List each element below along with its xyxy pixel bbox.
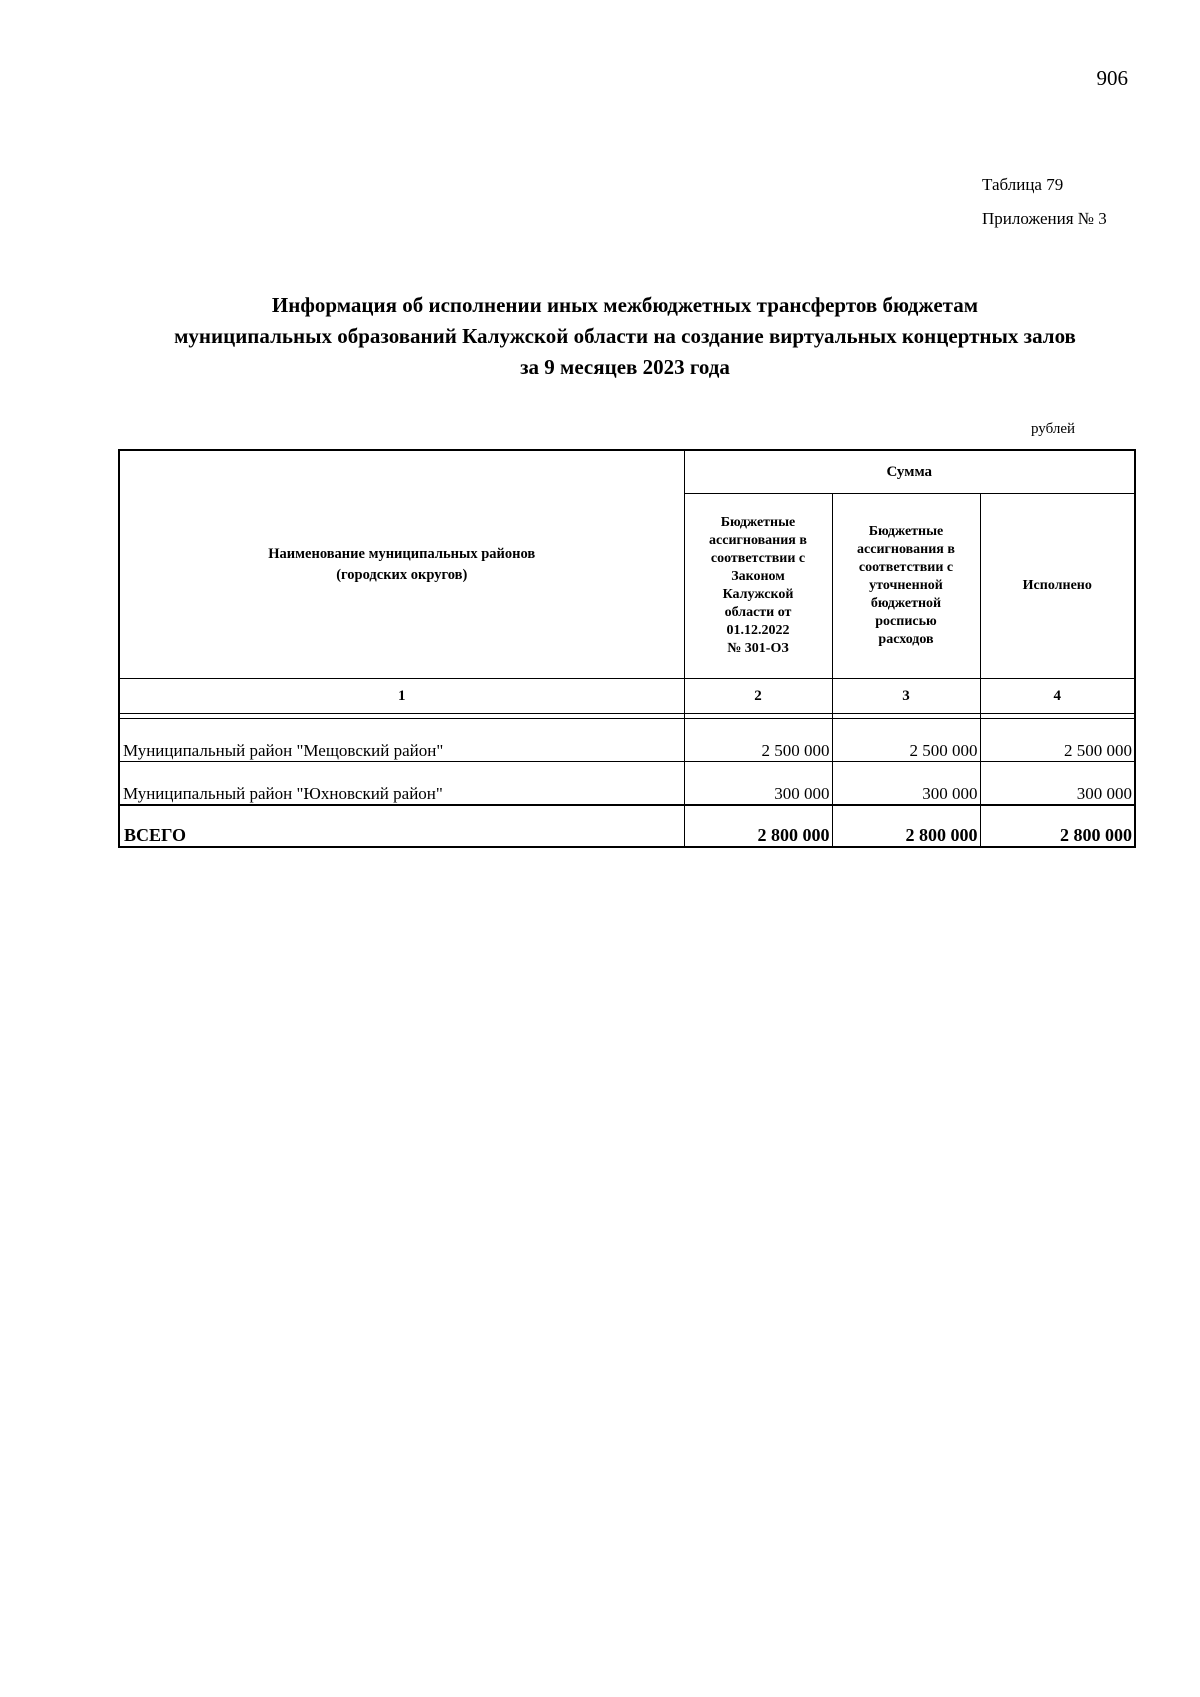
- header-law-allocations: [684, 494, 832, 679]
- row-refined-value: 2 500 000: [832, 719, 980, 762]
- header-col2-line: 01.12.2022: [726, 623, 790, 638]
- table-reference: [982, 168, 1107, 236]
- header-col3-line: соответствии с: [858, 560, 954, 575]
- column-number-2: 2: [684, 679, 832, 714]
- header-name-line-2: (городских округов): [336, 566, 468, 583]
- header-col3-line: бюджетной: [870, 596, 942, 611]
- row-name: Муниципальный район "Мещовский район": [119, 719, 684, 762]
- header-col2-line: № 301-ОЗ: [727, 641, 789, 656]
- header-name-column: [119, 450, 684, 679]
- header-col2-line: Калужской: [722, 587, 794, 602]
- page-number: 906: [1096, 66, 1128, 90]
- table-row: [119, 719, 1135, 762]
- header-col3-line: уточненной: [869, 578, 943, 593]
- row-law-value: 2 500 000: [684, 719, 832, 762]
- total-label: ВСЕГО: [119, 805, 684, 847]
- row-law-value: 300 000: [684, 762, 832, 806]
- header-col2-line: Законом: [731, 569, 785, 584]
- title-line-2: муниципальных образований Калужской области на создание виртуальных концертных залов: [174, 324, 1076, 348]
- column-number-4: 4: [980, 679, 1135, 714]
- header-col2-line: ассигнования в: [709, 533, 807, 548]
- header-sum: Сумма: [684, 450, 1135, 494]
- total-row: [119, 805, 1135, 847]
- units-label: рублей: [1031, 421, 1076, 437]
- column-number-1: 1: [119, 679, 684, 714]
- header-col2-line: Бюджетные: [720, 515, 796, 530]
- header-col2-line: соответствии с: [710, 551, 806, 566]
- column-number-3: 3: [832, 679, 980, 714]
- header-col3-line: росписью: [875, 614, 937, 629]
- title-line-3: за 9 месяцев 2023 года: [520, 355, 730, 379]
- table-label: Таблица 79: [982, 175, 1064, 194]
- row-name: Муниципальный район "Юхновский район": [119, 762, 684, 806]
- appendix-label: Приложения № 3: [982, 209, 1107, 228]
- header-name-line-1: Наименование муниципальных районов: [268, 545, 536, 562]
- row-refined-value: 300 000: [832, 762, 980, 806]
- total-refined-value: 2 800 000: [832, 805, 980, 847]
- header-col2-line: области от: [724, 605, 792, 620]
- row-executed-value: 300 000: [980, 762, 1135, 806]
- header-executed: Исполнено: [980, 494, 1135, 679]
- total-law-value: 2 800 000: [684, 805, 832, 847]
- header-col3-line: ассигнования в: [857, 542, 955, 557]
- budget-table: [118, 449, 1136, 848]
- table-row: [119, 762, 1135, 806]
- header-col3-line: Бюджетные: [868, 524, 944, 539]
- title-line-1: Информация об исполнении иных межбюджетных трансфертов бюджетам: [271, 293, 979, 317]
- header-refined-allocations: [832, 494, 980, 679]
- header-col3-line: расходов: [878, 632, 934, 647]
- document-title: [110, 290, 1140, 383]
- row-executed-value: 2 500 000: [980, 719, 1135, 762]
- total-executed-value: 2 800 000: [980, 805, 1135, 847]
